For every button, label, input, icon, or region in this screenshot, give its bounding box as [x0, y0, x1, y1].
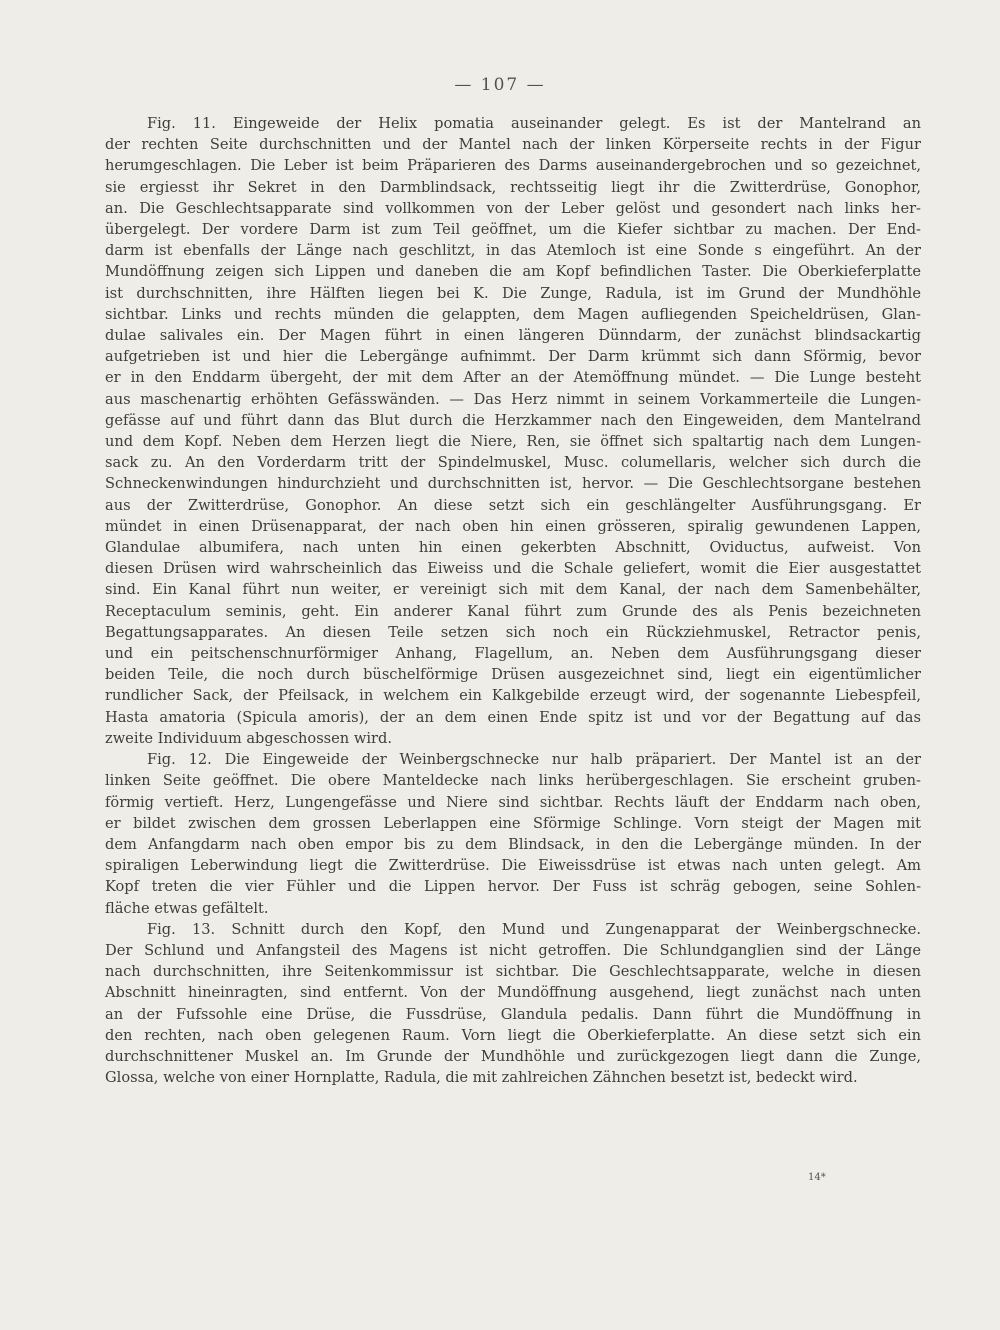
text-line: darm ist ebenfalls der Länge nach geschlitzt, in das Atemloch ist eine Sonde s eingeführt. An der — [105, 242, 921, 260]
text-line: Kopf treten die vier Fühler und die Lippen hervor. Der Fuss ist schräg gebogen, seine Sohlen- — [105, 878, 921, 896]
text-line: an der Fufssohle eine Drüse, die Fussdrüse, Glandula pedalis. Dann führt die Mundöffnung in — [105, 1005, 921, 1023]
text-line: aufgetrieben ist und hier die Lebergänge aufnimmt. Der Darm krümmt sich dann Sförmig, bevor — [105, 348, 921, 366]
text-line: er bildet zwischen dem grossen Leberlappen eine Sförmige Schlinge. Vorn steigt der Magen mit — [105, 814, 921, 832]
text-line: rundlicher Sack, der Pfeilsack, in welchem ein Kalkgebilde erzeugt wird, der sogenannte Liebespfeil, — [105, 687, 921, 705]
signature-mark: 14* — [808, 1172, 826, 1183]
text-line: dulae salivales ein. Der Magen führt in einen längeren Dünndarm, der zunächst blindsackartig — [105, 327, 921, 345]
text-line: Glandulae albumifera, nach unten hin einen gekerbten Abschnitt, Oviductus, aufweist. Von — [105, 539, 921, 557]
text-line: fläche etwas gefältelt. — [105, 899, 269, 917]
text-line: Fig. 11. Eingeweide der Helix pomatia auseinander gelegt. Es ist der Mantelrand an — [147, 115, 921, 132]
text-line: spiraligen Leberwindung liegt die Zwitterdrüse. Die Eiweissdrüse ist etwas nach unten gelegt. Am — [105, 857, 921, 875]
text-line: diesen Drüsen wird wahrscheinlich das Eiweiss und die Schale geliefert, womit die Eier ausgestattet — [105, 560, 921, 578]
text-line: er in den Enddarm übergeht, der mit dem After an der Atemöffnung mündet. — Die Lunge besteht — [105, 369, 921, 387]
text-line: sichtbar. Links und rechts münden die gelappten, dem Magen aufliegenden Speicheldrüsen, Glan- — [105, 305, 921, 323]
text-line: Mundöffnung zeigen sich Lippen und daneben die am Kopf befindlichen Taster. Die Oberkieferplatte — [105, 263, 921, 281]
text-line: zweite Individuum abgeschossen wird. — [105, 729, 392, 747]
text-line: durchschnittener Muskel an. Im Grunde der Mundhöhle und zurückgezogen liegt dann die Zunge, — [105, 1047, 921, 1065]
text-line: gefässe auf und führt dann das Blut durch die Herzkammer nach den Eingeweiden, dem Mantelrand — [105, 411, 921, 429]
text-line: Der Schlund und Anfangsteil des Magens ist nicht getroffen. Die Schlundganglien sind der Länge — [105, 941, 921, 959]
text-line: Schneckenwindungen hindurchzieht und durchschnitten ist, hervor. — Die Geschlechtsorgane bestehen — [105, 475, 921, 493]
text-line: Receptaculum seminis, geht. Ein anderer Kanal führt zum Grunde des als Penis bezeichneten — [105, 602, 921, 620]
paragraph-fig-13 — [105, 919, 921, 1089]
text-line: an. Die Geschlechtsapparate sind vollkommen von der Leber gelöst und gesondert nach links her- — [105, 199, 921, 217]
text-line: Begattungsapparates. An diesen Teile setzen sich noch ein Rückziehmuskel, Retractor penis, — [105, 623, 921, 641]
text-line: Abschnitt hineinragten, sind entfernt. Von der Mundöffnung ausgehend, liegt zunächst nach unten — [105, 984, 921, 1002]
text-line: und ein peitschenschnurförmiger Anhang, Flagellum, an. Neben dem Ausführungsgang dieser — [105, 645, 921, 663]
paragraph-fig-12 — [105, 749, 921, 919]
text-line: aus der Zwitterdrüse, Gonophor. An diese setzt sich ein geschlängelter Ausführungsgang. Er — [105, 496, 921, 514]
text-line: übergelegt. Der vordere Darm ist zum Teil geöffnet, um die Kiefer sichtbar zu machen. Der End- — [105, 221, 921, 239]
text-line: den rechten, nach oben gelegenen Raum. Vorn liegt die Oberkieferplatte. An diese setzt sich ein — [105, 1026, 921, 1044]
text-line: ist durchschnitten, ihre Hälften liegen bei K. Die Zunge, Radula, ist im Grund der Mundhöhle — [105, 284, 921, 302]
text-line: Hasta amatoria (Spicula amoris), der an dem einen Ende spitz ist und vor der Begattung auf das — [105, 708, 921, 726]
text-line: und dem Kopf. Neben dem Herzen liegt die Niere, Ren, sie öffnet sich spaltartig nach dem Lungen- — [105, 433, 921, 451]
text-line: dem Anfangdarm nach oben empor bis zu dem Blindsack, in den die Lebergänge münden. In der — [105, 835, 921, 853]
text-line: beiden Teile, die noch durch büschelförmige Drüsen ausgezeichnet sind, liegt ein eigentümlicher — [105, 666, 921, 684]
text-line: mündet in einen Drüsenapparat, der nach oben hin einen grösseren, spiralig gewundenen Lappen, — [105, 517, 921, 535]
text-line: Glossa, welche von einer Hornplatte, Radula, die mit zahlreichen Zähnchen besetzt ist, bedeckt wird. — [105, 1069, 858, 1087]
body-text — [105, 113, 921, 1088]
text-line: nach durchschnitten, ihre Seitenkommissur ist sichtbar. Die Geschlechtsapparate, welche in diesen — [105, 963, 921, 981]
text-line: sind. Ein Kanal führt nun weiter, er vereinigt sich mit dem Kanal, der nach dem Samenbehälter, — [105, 581, 921, 599]
text-line: sie ergiesst ihr Sekret in den Darmblindsack, rechtsseitig liegt ihr die Zwitterdrüse, Gonophor, — [105, 178, 921, 196]
paragraph-fig-11 — [105, 113, 921, 749]
text-line: aus maschenartig erhöhten Gefässwänden. — Das Herz nimmt in seinem Vorkammerteile die Lungen- — [105, 390, 921, 408]
text-line: Fig. 12. Die Eingeweide der Weinbergschnecke nur halb präpariert. Der Mantel ist an der — [147, 751, 921, 769]
text-line: sack zu. An den Vorderdarm tritt der Spindelmuskel, Musc. columellaris, welcher sich durch die — [105, 454, 921, 472]
text-line: linken Seite geöffnet. Die obere Manteldecke nach links herübergeschlagen. Sie erscheint gruben- — [105, 772, 921, 790]
text-line: Fig. 13. Schnitt durch den Kopf, den Mund und Zungenapparat der Weinbergschnecke. — [147, 920, 921, 938]
text-line: herumgeschlagen. Die Leber ist beim Präparieren des Darms auseinandergebrochen und so gezeichnet, — [105, 157, 921, 175]
text-line: förmig vertieft. Herz, Lungengefässe und Niere sind sichtbar. Rechts läuft der Enddarm nach oben, — [105, 793, 921, 811]
text-line: der rechten Seite durchschnitten und der Mantel nach der linken Körperseite rechts in der Figur — [105, 136, 921, 154]
page-number: — 107 — — [454, 75, 546, 95]
